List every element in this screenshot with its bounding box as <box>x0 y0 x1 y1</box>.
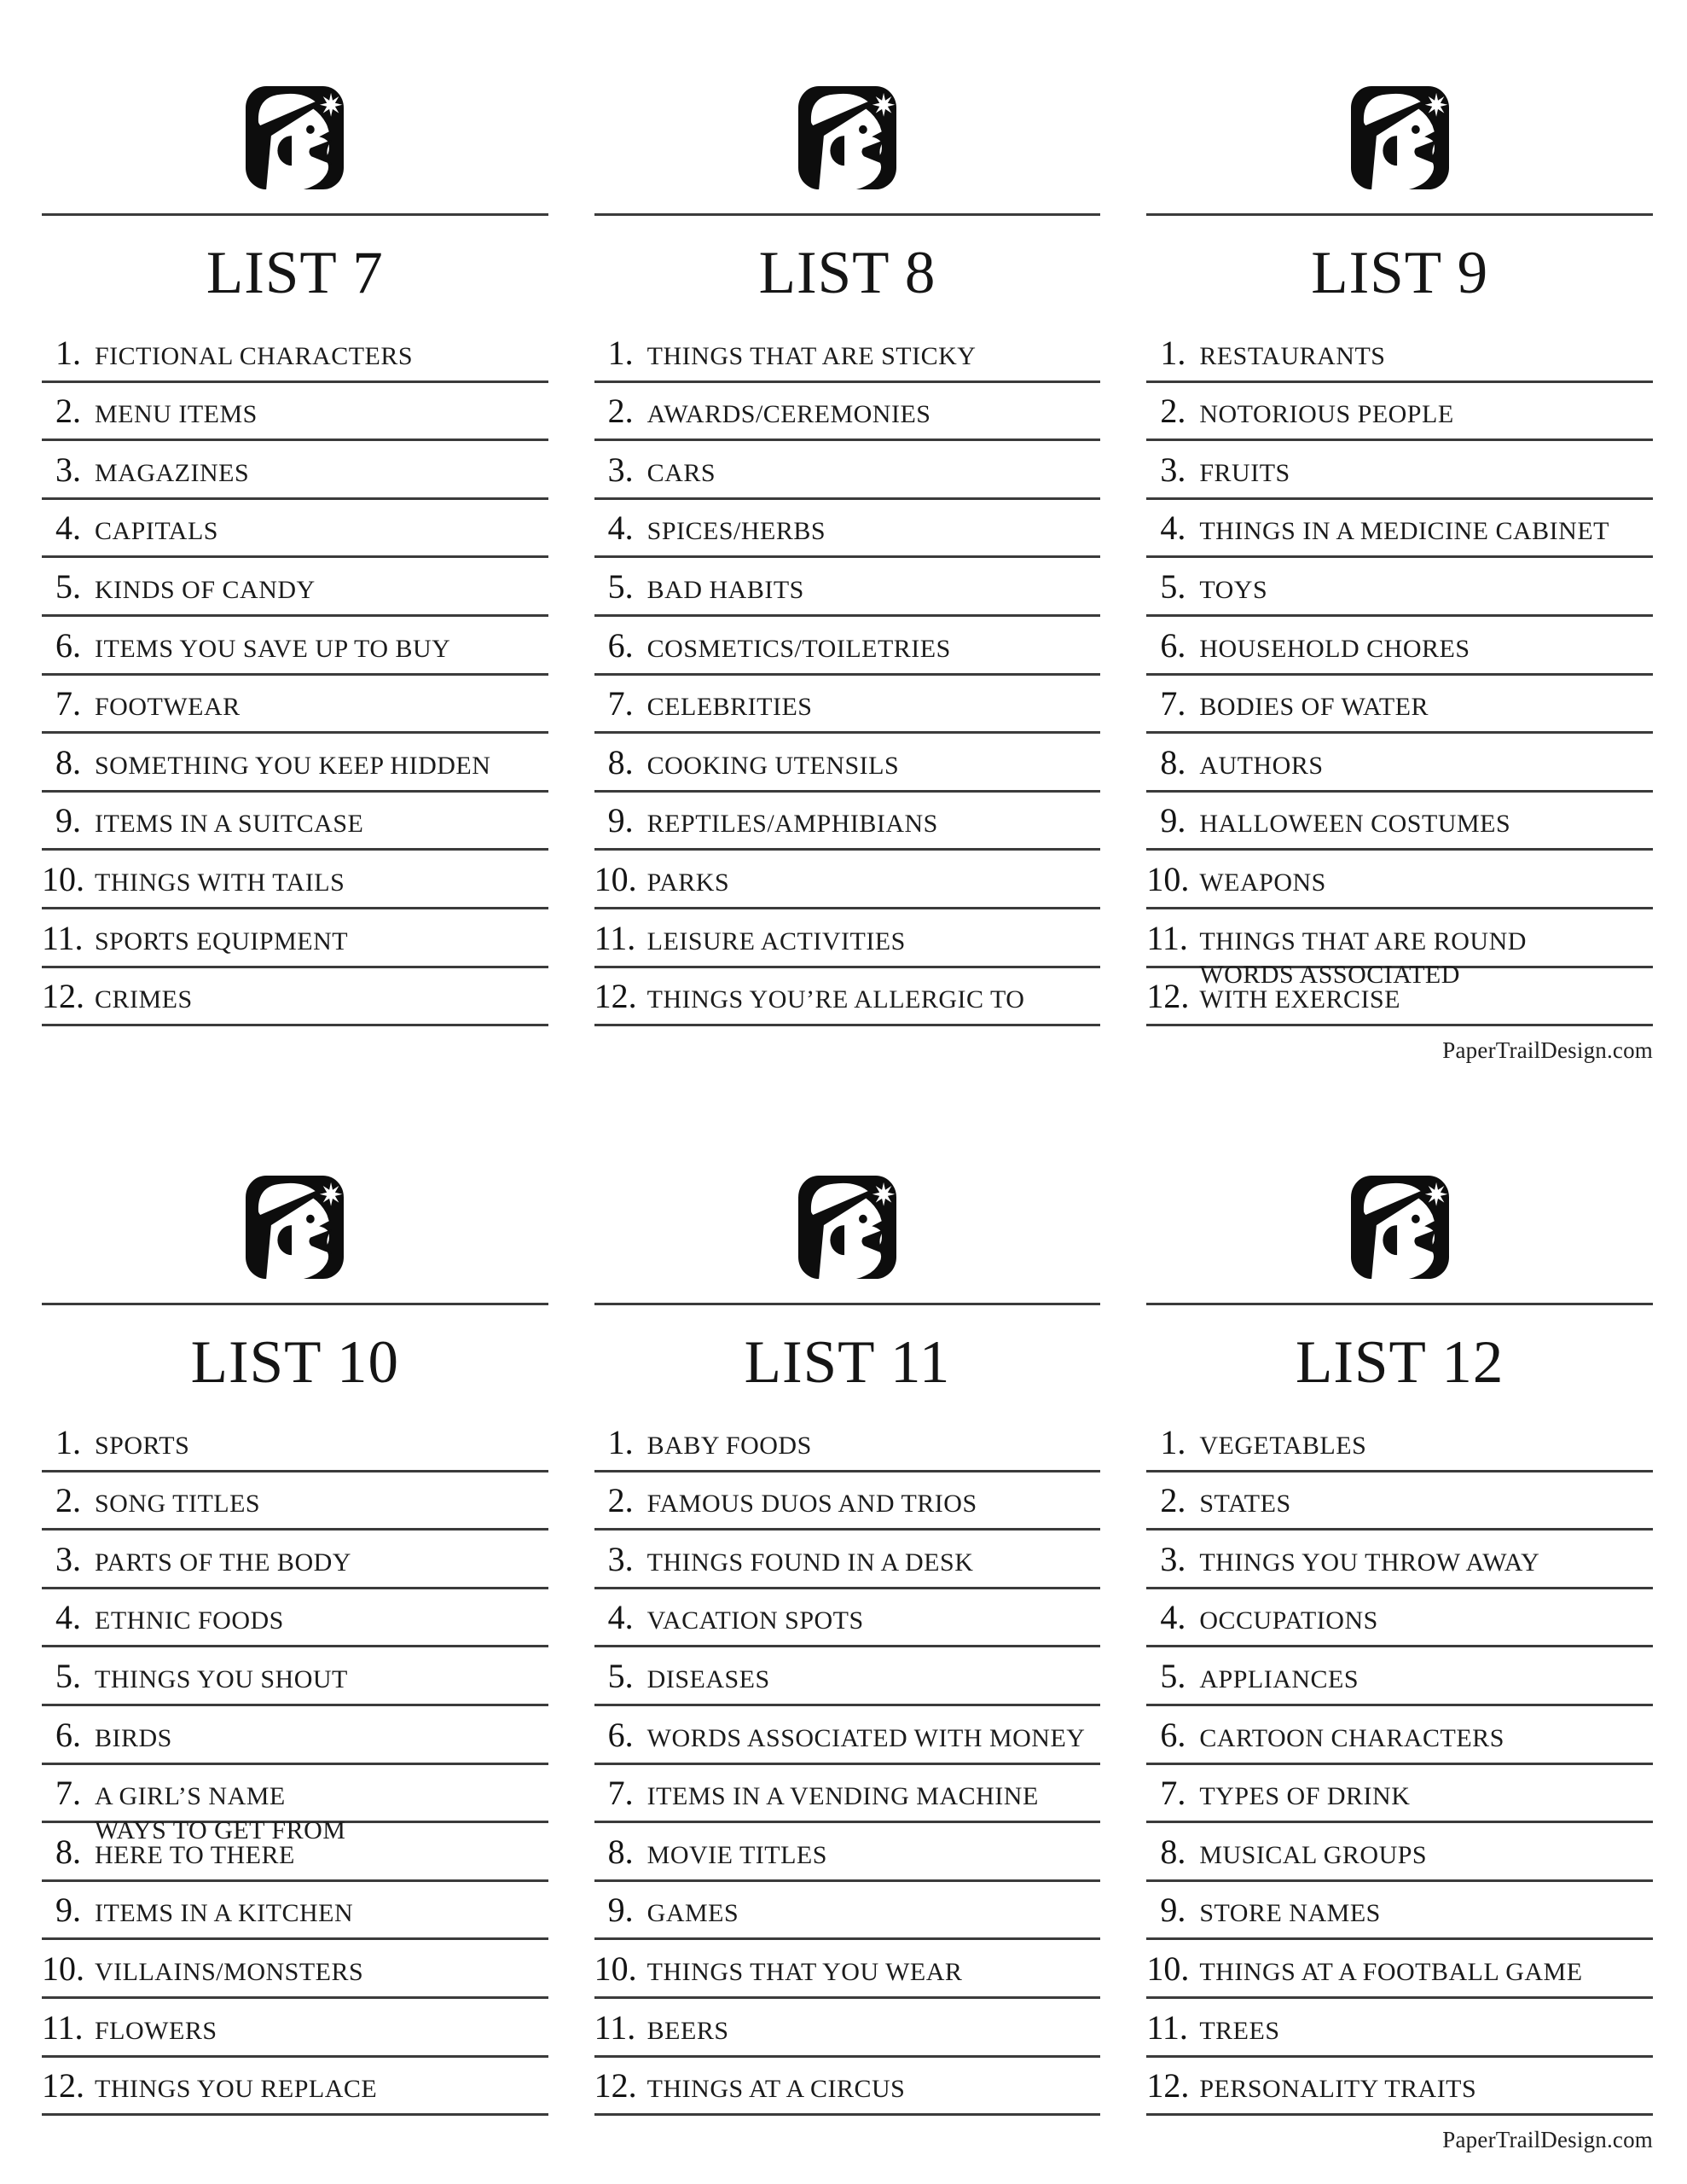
item-label: APPLIANCES <box>1199 1664 1359 1693</box>
item-number: 8. <box>607 742 634 781</box>
item-number: 3. <box>55 450 81 489</box>
list-item <box>1146 1940 1653 1999</box>
item-number: 2. <box>55 1481 81 1520</box>
list-item <box>1146 1647 1653 1706</box>
item-label: THINGS FOUND IN A DESK <box>646 1548 974 1577</box>
logo-row <box>1146 1176 1653 1279</box>
list-item <box>42 2058 548 2117</box>
item-label: ITEMS IN A VENDING MACHINE <box>646 1782 1039 1811</box>
list-item <box>594 1765 1101 1824</box>
list-title: LIST 10 <box>190 1329 399 1396</box>
item-label: GAMES <box>646 1899 739 1928</box>
item-label: PARKS <box>646 868 730 897</box>
item-number: 12. <box>1146 977 1190 1016</box>
item-label: FLOWERS <box>95 2016 217 2045</box>
item-label: ETHNIC FOODS <box>95 1606 284 1635</box>
list-item <box>1146 961 1653 1027</box>
list-item <box>594 2058 1101 2117</box>
item-number: 2. <box>607 392 634 431</box>
face-profile-star-logo-icon <box>246 86 344 189</box>
item-label: ITEMS IN A KITCHEN <box>95 1899 354 1928</box>
list-item <box>42 441 548 500</box>
item-label: DISEASES <box>646 1664 770 1693</box>
item-label: MOVIE TITLES <box>646 1840 827 1869</box>
list-item <box>594 1647 1101 1706</box>
list-item <box>594 558 1101 617</box>
list-item <box>594 851 1101 909</box>
list-item <box>42 1815 548 1882</box>
item-number: 5. <box>607 1656 634 1695</box>
item-number: 10. <box>1146 1949 1190 1988</box>
item-label: BIRDS <box>95 1723 172 1752</box>
logo-row <box>594 86 1101 189</box>
item-label: KINDS OF CANDY <box>95 575 316 604</box>
list-title: LIST 11 <box>744 1329 951 1396</box>
item-label: THINGS THAT ARE ROUND <box>1199 926 1527 956</box>
list-card <box>594 0 1101 1089</box>
item-label: MUSICAL GROUPS <box>1199 1840 1428 1869</box>
list-item <box>42 1706 548 1765</box>
list-item <box>42 676 548 735</box>
item-number: 10. <box>42 1949 84 1988</box>
item-label: SONG TITLES <box>95 1490 261 1519</box>
item-number: 7. <box>1160 1774 1186 1813</box>
item-number: 11. <box>594 2007 636 2047</box>
item-number: 11. <box>42 2007 84 2047</box>
item-label: CAPITALS <box>95 517 218 546</box>
list-item <box>594 1531 1101 1589</box>
item-number: 6. <box>607 625 634 665</box>
item-label: FRUITS <box>1199 458 1290 487</box>
list-items <box>594 324 1101 1026</box>
list-item <box>594 1882 1101 1941</box>
list-item <box>42 1472 548 1531</box>
item-label: CARTOON CHARACTERS <box>1199 1723 1504 1752</box>
list-item <box>594 383 1101 442</box>
item-label: VEGETABLES <box>1199 1431 1367 1460</box>
logo-row <box>42 1176 548 1279</box>
list-title: LIST 8 <box>758 240 936 306</box>
item-number: 12. <box>594 977 637 1016</box>
item-number: 6. <box>1160 1715 1186 1754</box>
item-label: THINGS IN A MEDICINE CABINET <box>1199 517 1609 546</box>
item-label: THINGS THAT ARE STICKY <box>646 341 977 370</box>
item-number: 8. <box>55 1832 81 1871</box>
item-number: 1. <box>55 333 81 372</box>
site-attribution: PaperTrailDesign.com <box>1442 2127 1654 2153</box>
item-label: PERSONALITY TRAITS <box>1199 2075 1477 2104</box>
item-number: 7. <box>607 1774 634 1813</box>
list-item <box>594 1472 1101 1531</box>
face-profile-star-logo-icon <box>1351 1176 1449 1279</box>
item-number: 12. <box>42 2066 84 2106</box>
list-item <box>1146 676 1653 735</box>
item-label: AWARDS/CEREMONIES <box>646 400 931 429</box>
list-item <box>594 500 1101 559</box>
item-label: LEISURE ACTIVITIES <box>646 926 906 956</box>
item-label: TREES <box>1199 2016 1280 2045</box>
item-number: 4. <box>1160 1598 1186 1637</box>
list-item <box>42 1647 548 1706</box>
list-item <box>42 383 548 442</box>
list-items <box>1146 324 1653 1026</box>
list-card <box>594 1089 1101 2184</box>
item-number: 12. <box>1146 2066 1190 2106</box>
item-number: 9. <box>55 801 81 840</box>
list-item <box>42 558 548 617</box>
list-item <box>42 968 548 1027</box>
item-number: 9. <box>1160 801 1186 840</box>
list-card <box>1146 1089 1653 2184</box>
item-number: 9. <box>1160 1891 1186 1930</box>
item-label: BODIES OF WATER <box>1199 693 1429 722</box>
logo-row <box>42 86 548 189</box>
list-card <box>1146 0 1653 1089</box>
list-item <box>42 1531 548 1589</box>
item-label: HALLOWEEN COSTUMES <box>1199 810 1511 839</box>
list-item <box>594 1589 1101 1648</box>
item-number: 1. <box>607 333 634 372</box>
list-item <box>594 1414 1101 1472</box>
list-item <box>42 1940 548 1999</box>
item-label: BEERS <box>646 2016 729 2045</box>
item-label: SPORTS <box>95 1431 190 1460</box>
list-item <box>42 734 548 793</box>
item-number: 4. <box>1160 508 1186 548</box>
sheet-top-half <box>42 0 1653 1089</box>
site-attribution: PaperTrailDesign.com <box>1442 1037 1654 1064</box>
list-items <box>42 1414 548 2116</box>
item-number: 12. <box>594 2066 637 2106</box>
list-item <box>594 793 1101 851</box>
list-item <box>594 1823 1101 1882</box>
list-item <box>1146 2058 1653 2117</box>
list-items <box>42 324 548 1026</box>
list-item <box>1146 1882 1653 1941</box>
list-item <box>42 1765 548 1824</box>
list-title: LIST 7 <box>206 240 384 306</box>
item-label: WORDS ASSOCIATED WITH EXERCISE <box>1199 961 1460 1014</box>
list-item <box>1146 734 1653 793</box>
item-number: 5. <box>55 1656 81 1695</box>
item-number: 9. <box>607 801 634 840</box>
item-label: AUTHORS <box>1199 751 1324 780</box>
sheet-bottom-half <box>42 1089 1653 2184</box>
item-label: A GIRL’S NAME <box>95 1782 286 1811</box>
item-number: 1. <box>607 1422 634 1461</box>
item-label: THINGS YOU THROW AWAY <box>1199 1548 1540 1577</box>
item-label: VACATION SPOTS <box>646 1606 864 1635</box>
list-item <box>1146 617 1653 676</box>
item-number: 3. <box>1160 450 1186 489</box>
item-label: FICTIONAL CHARACTERS <box>95 341 414 370</box>
list-card <box>42 0 548 1089</box>
item-number: 4. <box>55 1598 81 1637</box>
logo-row <box>594 1176 1101 1279</box>
item-label: CELEBRITIES <box>646 693 813 722</box>
list-item <box>594 1706 1101 1765</box>
item-label: STORE NAMES <box>1199 1899 1381 1928</box>
list-item <box>1146 909 1653 968</box>
list-item <box>1146 1531 1653 1589</box>
item-label: WAYS TO GET FROM HERE TO THERE <box>95 1815 346 1869</box>
list-item <box>42 617 548 676</box>
list-item <box>594 968 1101 1027</box>
list-item <box>594 909 1101 968</box>
item-label: THINGS AT A FOOTBALL GAME <box>1199 1957 1583 1986</box>
item-label: CARS <box>646 458 716 487</box>
list-item <box>42 1999 548 2058</box>
item-number: 4. <box>607 1598 634 1637</box>
list-item <box>594 441 1101 500</box>
item-label: VILLAINS/MONSTERS <box>95 1957 364 1986</box>
list-item <box>1146 851 1653 909</box>
item-number: 8. <box>1160 1832 1186 1871</box>
item-number: 7. <box>55 1774 81 1813</box>
list-items <box>594 1414 1101 2116</box>
list-item <box>1146 1414 1653 1472</box>
list-item <box>594 617 1101 676</box>
list-item <box>1146 558 1653 617</box>
list-item <box>42 909 548 968</box>
item-number: 5. <box>55 566 81 606</box>
item-number: 12. <box>42 977 84 1016</box>
face-profile-star-logo-icon <box>798 1176 896 1279</box>
item-number: 10. <box>42 859 84 898</box>
list-title: LIST 9 <box>1311 240 1489 306</box>
list-items <box>1146 1414 1653 2116</box>
item-number: 3. <box>1160 1539 1186 1578</box>
item-label: OCCUPATIONS <box>1199 1606 1378 1635</box>
list-item <box>42 1589 548 1648</box>
item-label: FOOTWEAR <box>95 693 241 722</box>
item-number: 11. <box>42 918 84 957</box>
list-item <box>1146 1472 1653 1531</box>
list-item <box>42 1414 548 1472</box>
item-label: THINGS YOU’RE ALLERGIC TO <box>646 985 1025 1014</box>
item-number: 9. <box>55 1891 81 1930</box>
item-number: 7. <box>607 684 634 723</box>
face-profile-star-logo-icon <box>246 1176 344 1279</box>
item-label: SPICES/HERBS <box>646 517 826 546</box>
list-item <box>1146 500 1653 559</box>
list-title: LIST 12 <box>1296 1329 1504 1396</box>
item-label: COSMETICS/TOILETRIES <box>646 634 951 663</box>
list-item <box>1146 441 1653 500</box>
item-number: 1. <box>1160 1422 1186 1461</box>
face-profile-star-logo-icon <box>1351 86 1449 189</box>
item-number: 7. <box>55 684 81 723</box>
item-label: BAD HABITS <box>646 575 804 604</box>
list-item <box>42 1882 548 1941</box>
item-number: 10. <box>594 859 637 898</box>
item-number: 8. <box>55 742 81 781</box>
item-label: MAGAZINES <box>95 458 250 487</box>
item-label: THINGS YOU SHOUT <box>95 1664 348 1693</box>
list-item <box>1146 1765 1653 1824</box>
item-label: SOMETHING YOU KEEP HIDDEN <box>95 751 491 780</box>
list-item <box>1146 1823 1653 1882</box>
item-number: 11. <box>594 918 636 957</box>
item-number: 2. <box>1160 392 1186 431</box>
item-number: 6. <box>1160 625 1186 665</box>
list-item <box>594 324 1101 383</box>
item-number: 4. <box>55 508 81 548</box>
face-profile-star-logo-icon <box>798 86 896 189</box>
item-number: 6. <box>55 1715 81 1754</box>
item-number: 3. <box>607 1539 634 1578</box>
item-label: HOUSEHOLD CHORES <box>1199 634 1470 663</box>
item-label: ITEMS IN A SUITCASE <box>95 810 364 839</box>
list-item <box>594 1999 1101 2058</box>
item-label: ITEMS YOU SAVE UP TO BUY <box>95 634 451 663</box>
item-label: FAMOUS DUOS AND TRIOS <box>646 1490 977 1519</box>
list-item <box>1146 324 1653 383</box>
item-number: 5. <box>1160 1656 1186 1695</box>
item-label: COOKING UTENSILS <box>646 751 900 780</box>
item-label: CRIMES <box>95 985 193 1014</box>
item-number: 6. <box>55 625 81 665</box>
item-label: STATES <box>1199 1490 1291 1519</box>
item-label: REPTILES/AMPHIBIANS <box>646 810 938 839</box>
list-item <box>42 793 548 851</box>
list-item <box>1146 793 1653 851</box>
list-item <box>594 1940 1101 1999</box>
logo-row <box>1146 86 1653 189</box>
item-number: 2. <box>607 1481 634 1520</box>
item-number: 10. <box>1146 859 1190 898</box>
item-label: BABY FOODS <box>646 1431 812 1460</box>
item-label: SPORTS EQUIPMENT <box>95 926 349 956</box>
list-item <box>594 676 1101 735</box>
list-item <box>1146 1999 1653 2058</box>
item-number: 8. <box>607 1832 634 1871</box>
item-label: TYPES OF DRINK <box>1199 1782 1411 1811</box>
list-item <box>42 500 548 559</box>
list-item <box>1146 1589 1653 1648</box>
item-number: 2. <box>55 392 81 431</box>
item-number: 3. <box>607 450 634 489</box>
item-number: 11. <box>1146 2007 1188 2047</box>
item-label: THINGS WITH TAILS <box>95 868 345 897</box>
item-label: MENU ITEMS <box>95 400 258 429</box>
item-number: 7. <box>1160 684 1186 723</box>
item-number: 10. <box>594 1949 637 1988</box>
item-label: TOYS <box>1199 575 1268 604</box>
item-number: 5. <box>607 566 634 606</box>
item-label: WEAPONS <box>1199 868 1326 897</box>
item-number: 11. <box>1146 918 1188 957</box>
item-number: 5. <box>1160 566 1186 606</box>
item-label: PARTS OF THE BODY <box>95 1548 351 1577</box>
item-number: 4. <box>607 508 634 548</box>
item-number: 2. <box>1160 1481 1186 1520</box>
list-item <box>42 324 548 383</box>
item-label: WORDS ASSOCIATED WITH MONEY <box>646 1723 1086 1752</box>
list-item <box>594 734 1101 793</box>
item-number: 1. <box>1160 333 1186 372</box>
list-item <box>42 851 548 909</box>
list-card <box>42 1089 548 2184</box>
item-label: NOTORIOUS PEOPLE <box>1199 400 1454 429</box>
item-number: 9. <box>607 1891 634 1930</box>
item-number: 8. <box>1160 742 1186 781</box>
list-item <box>1146 1706 1653 1765</box>
list-item <box>1146 383 1653 442</box>
item-label: THINGS YOU REPLACE <box>95 2075 378 2104</box>
item-number: 1. <box>55 1422 81 1461</box>
item-number: 3. <box>55 1539 81 1578</box>
item-label: THINGS THAT YOU WEAR <box>646 1957 963 1986</box>
item-label: THINGS AT A CIRCUS <box>646 2075 906 2104</box>
item-label: RESTAURANTS <box>1199 341 1386 370</box>
item-number: 6. <box>607 1715 634 1754</box>
